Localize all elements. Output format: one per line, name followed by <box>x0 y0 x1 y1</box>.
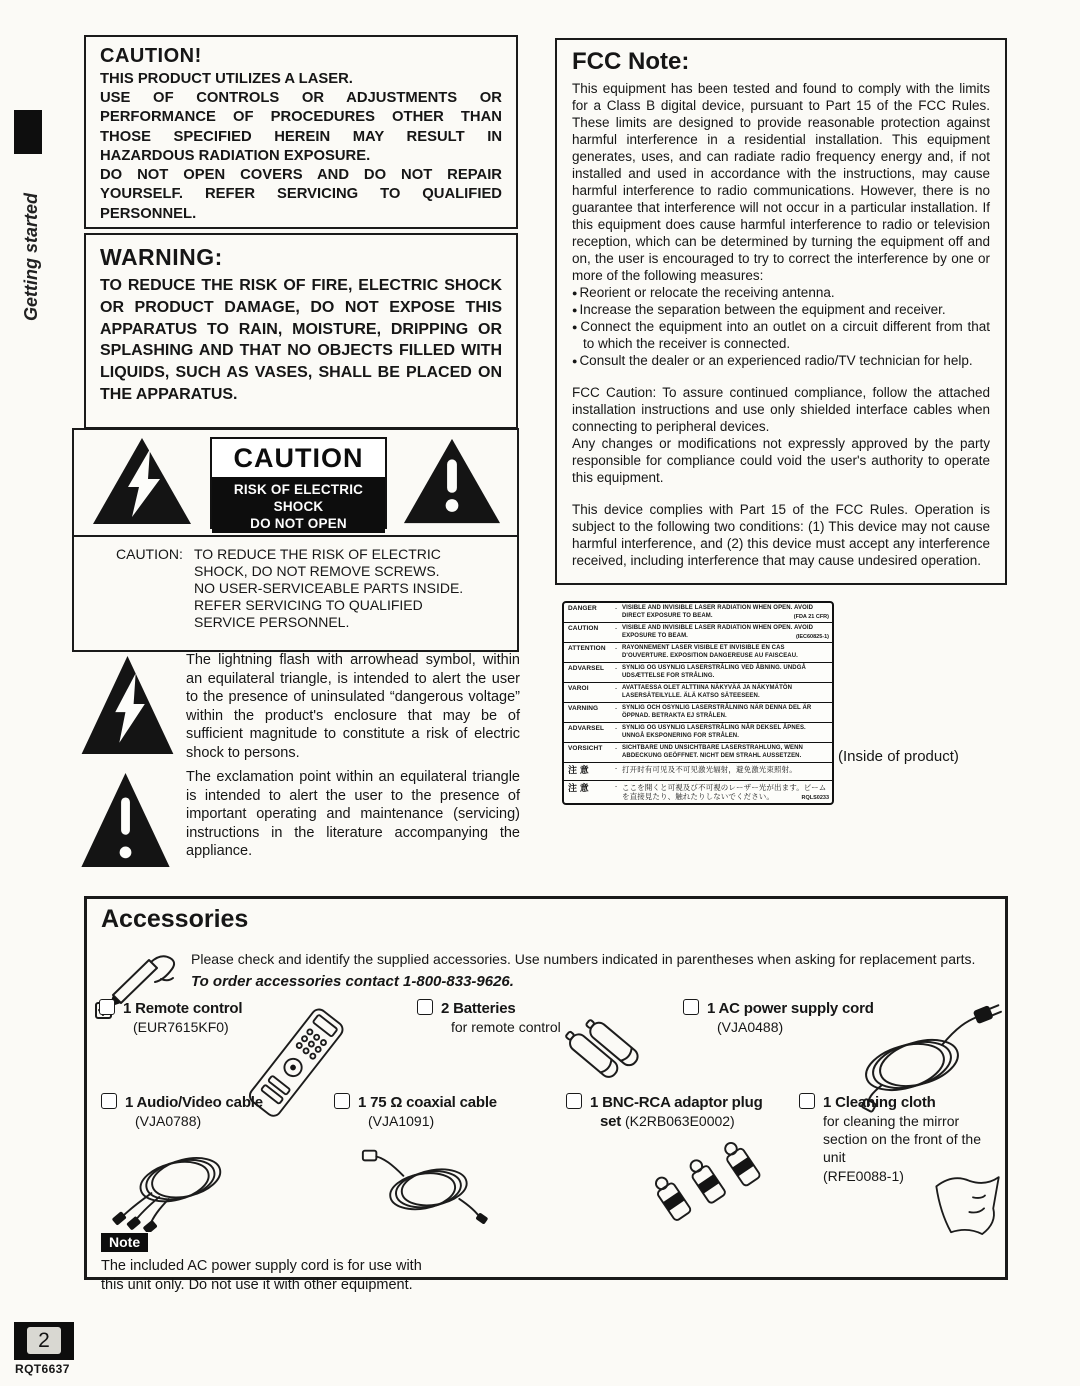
shock-caution-line: NO USER-SERVICEABLE PARTS INSIDE. <box>194 580 464 597</box>
laser-label-row: 注 意 - 打开时有可见及不可见激光辐射，避免激光束照射。 <box>564 762 832 780</box>
checkbox <box>99 999 115 1015</box>
caution-plate <box>210 437 387 529</box>
laser-text: SYNLIG OG USYNLIG LASERSTRÅLING NÅR DEKSEL ÅPNES. UNNGÅ EKSPONERING FOR STRÅLEN. <box>622 725 806 739</box>
fcc-note-box <box>555 38 1007 585</box>
bnc-rca-adaptor-illustration <box>643 1135 768 1242</box>
laser-term: VORSICHT <box>568 745 603 752</box>
laser-text: AVATTAESSA OLET ALTTIINA NÄKYVÄÄ JA NÄKYMÄTÖN LASERSÄTEILYLLE. ÄLÄ KATSO SÄTEESEEN. <box>622 685 793 699</box>
laser-label-row: VORSICHT - SICHTBARE UND UNSICHTBARE LASERSTRAHLUNG, WENN ABDECKUNG GEÖFFNET. NICHT DEM STRAHL AUSSETZEN. <box>564 742 832 762</box>
caution-plate-line2: DO NOT OPEN <box>250 515 347 531</box>
fcc-caution-paragraph: FCC Caution: To assure continued compliance, follow the attached installation instructions and use only shielded interface cables when connecting to peripheral devices. <box>572 385 990 434</box>
laser-ref: (FDA 21 CFR) <box>793 614 829 620</box>
shock-caution-text <box>74 537 517 639</box>
cleaning-cloth-illustration <box>929 1167 1007 1252</box>
accessory-label: 1 BNC-RCA adaptor plug <box>590 1094 763 1111</box>
laser-label-row: ATTENTION - RAYONNEMENT LASER VISIBLE ET INVISIBLE EN CAS D'OUVERTURE. EXPOSITION DANGEREUSE AU FAISCEAU. <box>564 642 832 662</box>
laser-caution-title: CAUTION! <box>100 45 202 67</box>
laser-ref: RQLS0233 <box>801 795 829 801</box>
accessory-part-number: (VJA1091) <box>368 1113 435 1129</box>
accessory-part-number: (K2RB063E0002) <box>624 1113 735 1129</box>
laser-caution-line: DO NOT OPEN COVERS AND DO NOT REPAIR YOURSELF. REFER SERVICING TO QUALIFIED PERSONNEL. <box>100 167 502 222</box>
laser-label-row: ADVARSEL - SYNLIG OG USYNLIG LASERSTRÅLING NÅR DEKSEL ÅPNES. UNNGÅ EKSPONERING FOR STRÅLEN. <box>564 722 832 742</box>
accessory-label: 1 Cleaning cloth <box>823 1094 936 1111</box>
checkbox <box>683 999 699 1015</box>
laser-term: ADVARSEL <box>568 665 605 672</box>
laser-text: VISIBLE AND INVISIBLE LASER RADIATION WHEN OPEN. AVOID EXPOSURE TO BEAM. <box>622 625 814 639</box>
exclamation-triangle-icon <box>401 435 503 532</box>
page-number-tab <box>14 1322 74 1360</box>
accessory-label: 1 75 Ω coaxial cable <box>358 1094 497 1111</box>
shock-caution-lines <box>194 546 476 631</box>
laser-text: 打开时有可见及不可见激光辐射，避免激光束照射。 <box>622 765 797 774</box>
laser-label-row: VAROI - AVATTAESSA OLET ALTTIINA NÄKYVÄÄ JA NÄKYMÄTÖN LASERSÄTEILYLLE. ÄLÄ KATSO SÄTEESEEN. <box>564 682 832 702</box>
accessory-label: 2 Batteries <box>441 1000 516 1017</box>
laser-term: 注 意 <box>568 783 589 793</box>
note-text: The included AC power supply cord is for use with this unit only. Do not use it with other equipment. <box>101 1258 422 1293</box>
checkbox <box>334 1093 350 1109</box>
laser-label-row: CAUTION - VISIBLE AND INVISIBLE LASER RADIATION WHEN OPEN. AVOID EXPOSURE TO BEAM. (IEC60825-1) <box>564 622 832 642</box>
section-tab-marker <box>14 110 42 154</box>
fcc-measures-list <box>572 284 990 369</box>
lightning-triangle-icon <box>78 653 178 757</box>
accessory-label: 1 Audio/Video cable <box>125 1094 263 1111</box>
laser-text: ここを開くと可視及び不可視のレーザー光が出ます。ビームを直接見たり、触れたりしないでください。 <box>622 783 827 801</box>
accessory-item-remote <box>99 999 242 1036</box>
accessory-item-bnc-adaptor <box>566 1093 763 1132</box>
warning-body: TO REDUCE THE RISK OF FIRE, ELECTRIC SHOCK OR PRODUCT DAMAGE, DO NOT EXPOSE THIS APPARATUS TO RAIN, MOISTURE, DRIPPING OR SPLASHING AND THAT NO OBJECTS FILLED WITH LIQUIDS, SUCH AS VASES, SHALL BE PLACED ON THE APPARATUS. <box>100 277 502 403</box>
laser-text: SYNLIG OG USYNLIG LASERSTRÅLING VED ÅBNING. UNDGÅ UDSÆTTELSE FOR STRÅLING. <box>622 665 806 679</box>
batteries-illustration <box>557 1001 652 1101</box>
page-number: 2 <box>27 1327 61 1354</box>
accessory-description: for cleaning the mirror section on the front of the unit <box>823 1113 981 1166</box>
checkbox <box>566 1093 582 1109</box>
note-badge: Note <box>101 1233 148 1252</box>
shock-caution-line: REFER SERVICING TO QUALIFIED SERVICE PERSONNEL. <box>194 597 423 631</box>
shock-caution-line: TO REDUCE THE RISK OF ELECTRIC SHOCK, DO NOT REMOVE SCREWS. <box>194 546 441 580</box>
laser-term: VAROI <box>568 685 589 692</box>
shock-symbols-row <box>74 430 517 535</box>
accessory-part-number: (VJA0788) <box>135 1113 202 1129</box>
av-cable-illustration <box>105 1137 250 1237</box>
accessory-label: 1 Remote control <box>123 1000 243 1017</box>
laser-term: DANGER <box>568 605 597 612</box>
warning-title: WARNING: <box>100 244 223 270</box>
exclamation-triangle-icon <box>78 770 178 874</box>
accessory-description: for remote control <box>451 1019 561 1035</box>
accessories-order-line: To order accessories contact 1-800-833-9626. <box>191 973 514 990</box>
laser-label-row: DANGER - VISIBLE AND INVISIBLE LASER RADIATION WHEN OPEN. AVOID DIRECT EXPOSURE TO BEAM. (FDA 21 CFR) <box>568 605 829 620</box>
laser-radiation-label <box>562 601 834 805</box>
accessory-item-batteries <box>417 999 561 1036</box>
laser-label-row: 注 意 - ここを開くと可視及び不可視のレーザー光が出ます。ビームを直接見たり、触れたりしないでください。 RQLS0233 <box>564 780 832 803</box>
shock-caution-label: CAUTION: <box>116 546 183 562</box>
accessories-title: Accessories <box>101 905 249 933</box>
fcc-title: FCC Note: <box>572 48 690 75</box>
fcc-measure: ● Increase the separation between the equipment and receiver. <box>572 301 990 318</box>
laser-term: 注 意 <box>568 765 589 775</box>
laser-text: SICHTBARE UND UNSICHTBARE LASERSTRAHLUNG, WENN ABDECKUNG GEÖFFNET. NICHT DEM STRAHL AUSSETZEN. <box>622 745 803 759</box>
fcc-part15-paragraph: This device complies with Part 15 of the FCC Rules. Operation is subject to the following two conditions: (1) This device may not cause harmful interference, and (2) this device must accept any interference received, including interference that may cause undesired operation. <box>572 502 990 568</box>
accessory-part-number: (EUR7615KF0) <box>133 1019 229 1035</box>
fcc-modifications-paragraph: Any changes or modifications not expressly approved by the party responsible for compliance could void the user's authority to operate this equipment. <box>572 436 990 485</box>
accessory-item-coax-cable <box>334 1093 497 1130</box>
laser-label-row: ADVARSEL - SYNLIG OG USYNLIG LASERSTRÅLING VED ÅBNING. UNDGÅ UDSÆTTELSE FOR STRÅLING. <box>564 662 832 682</box>
laser-caution-line: USE OF CONTROLS OR ADJUSTMENTS OR PERFORMANCE OF PROCEDURES OTHER THAN THOSE SPECIFIED HEREIN MAY RESULT IN HAZARDOUS RADIATION EXPOSURE. <box>100 90 502 164</box>
checkbox <box>799 1093 815 1109</box>
electric-shock-caution-box <box>72 428 519 652</box>
caution-plate-title: CAUTION <box>212 439 385 477</box>
exclamation-symbol-note: The exclamation point within an equilateral triangle is intended to alert the user to the presence of important operating and maintenance (servicing) instructions in the literature accompanying the appliance. <box>186 769 520 860</box>
laser-label-row: VARNING - SYNLIG OCH OSYNLIG LASERSTRÅLNING NÄR DENNA DEL ÄR ÖPPNAD. BETRAKTA EJ STRÅLEN. <box>564 702 832 722</box>
caution-plate-line1: RISK OF ELECTRIC SHOCK <box>233 482 364 514</box>
laser-caution-line: THIS PRODUCT UTILIZES A LASER. <box>100 71 353 87</box>
laser-text: VISIBLE AND INVISIBLE LASER RADIATION WHEN OPEN. AVOID DIRECT EXPOSURE TO BEAM. <box>622 605 814 619</box>
section-label-vertical: Getting started <box>21 193 41 322</box>
accessories-intro: Please check and identify the supplied accessories. Use numbers indicated in parentheses when asking for replacement parts. <box>191 951 976 967</box>
coaxial-cable-illustration <box>359 1141 494 1231</box>
laser-text: RAYONNEMENT LASER VISIBLE ET INVISIBLE EN CAS D'OUVERTURE. EXPOSITION DANGEREUSE AU FAISCEAU. <box>622 645 798 659</box>
fcc-measure: ● Connect the equipment into an outlet on a circuit different from that to which the receiver is connected. <box>572 318 990 352</box>
inside-of-product-caption: (Inside of product) <box>838 748 959 765</box>
lightning-triangle-icon <box>88 435 196 532</box>
accessory-part-number: (VJA0488) <box>717 1019 784 1035</box>
caution-plate-text <box>212 477 385 533</box>
laser-term: VARNING <box>568 705 599 712</box>
accessory-label: 1 AC power supply cord <box>707 1000 874 1017</box>
accessory-part-number: (RFE0088-1) <box>823 1167 904 1184</box>
laser-term: ADVARSEL <box>568 725 605 732</box>
checkbox <box>417 999 433 1015</box>
laser-text: SYNLIG OCH OSYNLIG LASERSTRÅLNING NÄR DENNA DEL ÄR ÖPPNAD. BETRAKTA EJ STRÅLEN. <box>622 705 812 719</box>
warning-box <box>84 233 518 429</box>
model-code: RQT6637 <box>15 1362 70 1376</box>
fcc-measure: ● Consult the dealer or an experienced radio/TV technician for help. <box>572 352 990 369</box>
lightning-symbol-note: The lightning flash with arrowhead symbol, within an equilateral triangle, is intended to alert the user to the presence of uninsulated “dangerous voltage” within the product's enclosure that may be of sufficient magnitude to constitute a risk of electric shock to persons. <box>186 652 520 761</box>
laser-term: CAUTION <box>568 625 599 632</box>
accessory-label-continued: set <box>600 1113 622 1130</box>
accessory-item-av-cable <box>101 1093 263 1130</box>
fcc-paragraph-1: This equipment has been tested and found to comply with the limits for a Class B digital device, pursuant to Part 15 of the FCC Rules. These limits are designed to provide reasonable protection against harmful interference in a residential installation. This equipment generates, uses, and can radiate radio frequency energy and, if not installed and used in accordance with the instructions, may cause harmful interference to radio communications. However, there is no guarantee that interference will not occur in a particular installation. If this equipment does cause harmful interference to radio or television reception, which can be determined by turning the equipment off and on, the user is encouraged to try to correct the interference by one or more of the following measures: <box>572 81 990 283</box>
accessories-box <box>84 896 1008 1293</box>
fcc-measure: ● Reorient or relocate the receiving antenna. <box>572 284 990 301</box>
laser-term: ATTENTION <box>568 645 606 652</box>
laser-caution-box <box>84 35 518 229</box>
laser-ref: (IEC60825-1) <box>795 634 829 640</box>
checkbox <box>101 1093 117 1109</box>
